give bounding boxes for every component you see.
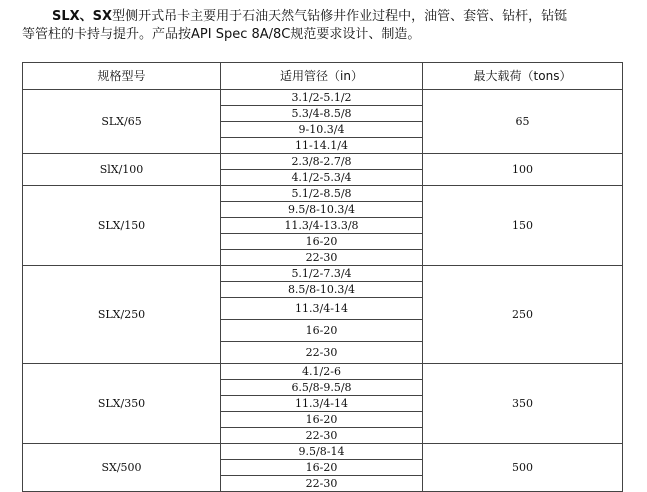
size-cell: 22-30 xyxy=(221,428,423,444)
size-cell: 3.1/2-5.1/2 xyxy=(221,90,423,106)
size-cell: 9.5/8-10.3/4 xyxy=(221,202,423,218)
table-row xyxy=(23,154,623,170)
size-cell: 22-30 xyxy=(221,342,423,364)
model-cell: SLX/150 xyxy=(23,186,221,266)
size-cell: 11-14.1/4 xyxy=(221,138,423,154)
model-cell: SlX/100 xyxy=(23,154,221,186)
intro-model-prefix: SLX、SX xyxy=(52,9,113,24)
size-cell: 5.3/4-8.5/8 xyxy=(221,106,423,122)
header-model: 规格型号 xyxy=(23,63,221,90)
size-cell: 11.3/4-14 xyxy=(221,396,423,412)
size-cell: 16-20 xyxy=(221,412,423,428)
table-row xyxy=(23,90,623,106)
model-cell: SLX/65 xyxy=(23,90,221,154)
size-cell: 22-30 xyxy=(221,476,423,492)
load-cell: 350 xyxy=(423,364,623,444)
size-cell: 16-20 xyxy=(221,234,423,250)
table-row xyxy=(23,444,623,460)
intro-line-2: 等管柱的卡持与提升。产品按API Spec 8A/8C规范要求设计、制造。 xyxy=(22,27,421,42)
spec-table xyxy=(22,62,623,492)
size-cell: 8.5/8-10.3/4 xyxy=(221,282,423,298)
size-cell: 9.5/8-14 xyxy=(221,444,423,460)
size-cell: 5.1/2-7.3/4 xyxy=(221,266,423,282)
load-cell: 500 xyxy=(423,444,623,492)
table-row xyxy=(23,186,623,202)
load-cell: 250 xyxy=(423,266,623,364)
table-row xyxy=(23,364,623,380)
header-pipe-size: 适用管径（in） xyxy=(221,63,423,90)
header-row xyxy=(23,63,623,90)
size-cell: 16-20 xyxy=(221,460,423,476)
load-cell: 100 xyxy=(423,154,623,186)
size-cell: 22-30 xyxy=(221,250,423,266)
model-cell: SLX/350 xyxy=(23,364,221,444)
header-max-load: 最大载荷（tons） xyxy=(423,63,623,90)
size-cell: 4.1/2-5.3/4 xyxy=(221,170,423,186)
size-cell: 9-10.3/4 xyxy=(221,122,423,138)
load-cell: 150 xyxy=(423,186,623,266)
size-cell: 4.1/2-6 xyxy=(221,364,423,380)
size-cell: 5.1/2-8.5/8 xyxy=(221,186,423,202)
intro-line-1-text: 型侧开式吊卡主要用于石油天然气钻修井作业过程中，油管、套管、钻杆，钻铤 xyxy=(112,9,568,24)
size-cell: 2.3/8-2.7/8 xyxy=(221,154,423,170)
table-row xyxy=(23,266,623,282)
size-cell: 11.3/4-14 xyxy=(221,298,423,320)
size-cell: 11.3/4-13.3/8 xyxy=(221,218,423,234)
size-cell: 6.5/8-9.5/8 xyxy=(221,380,423,396)
size-cell: 16-20 xyxy=(221,320,423,342)
model-cell: SLX/250 xyxy=(23,266,221,364)
intro-line-1 xyxy=(52,8,567,26)
load-cell: 65 xyxy=(423,90,623,154)
model-cell: SX/500 xyxy=(23,444,221,492)
